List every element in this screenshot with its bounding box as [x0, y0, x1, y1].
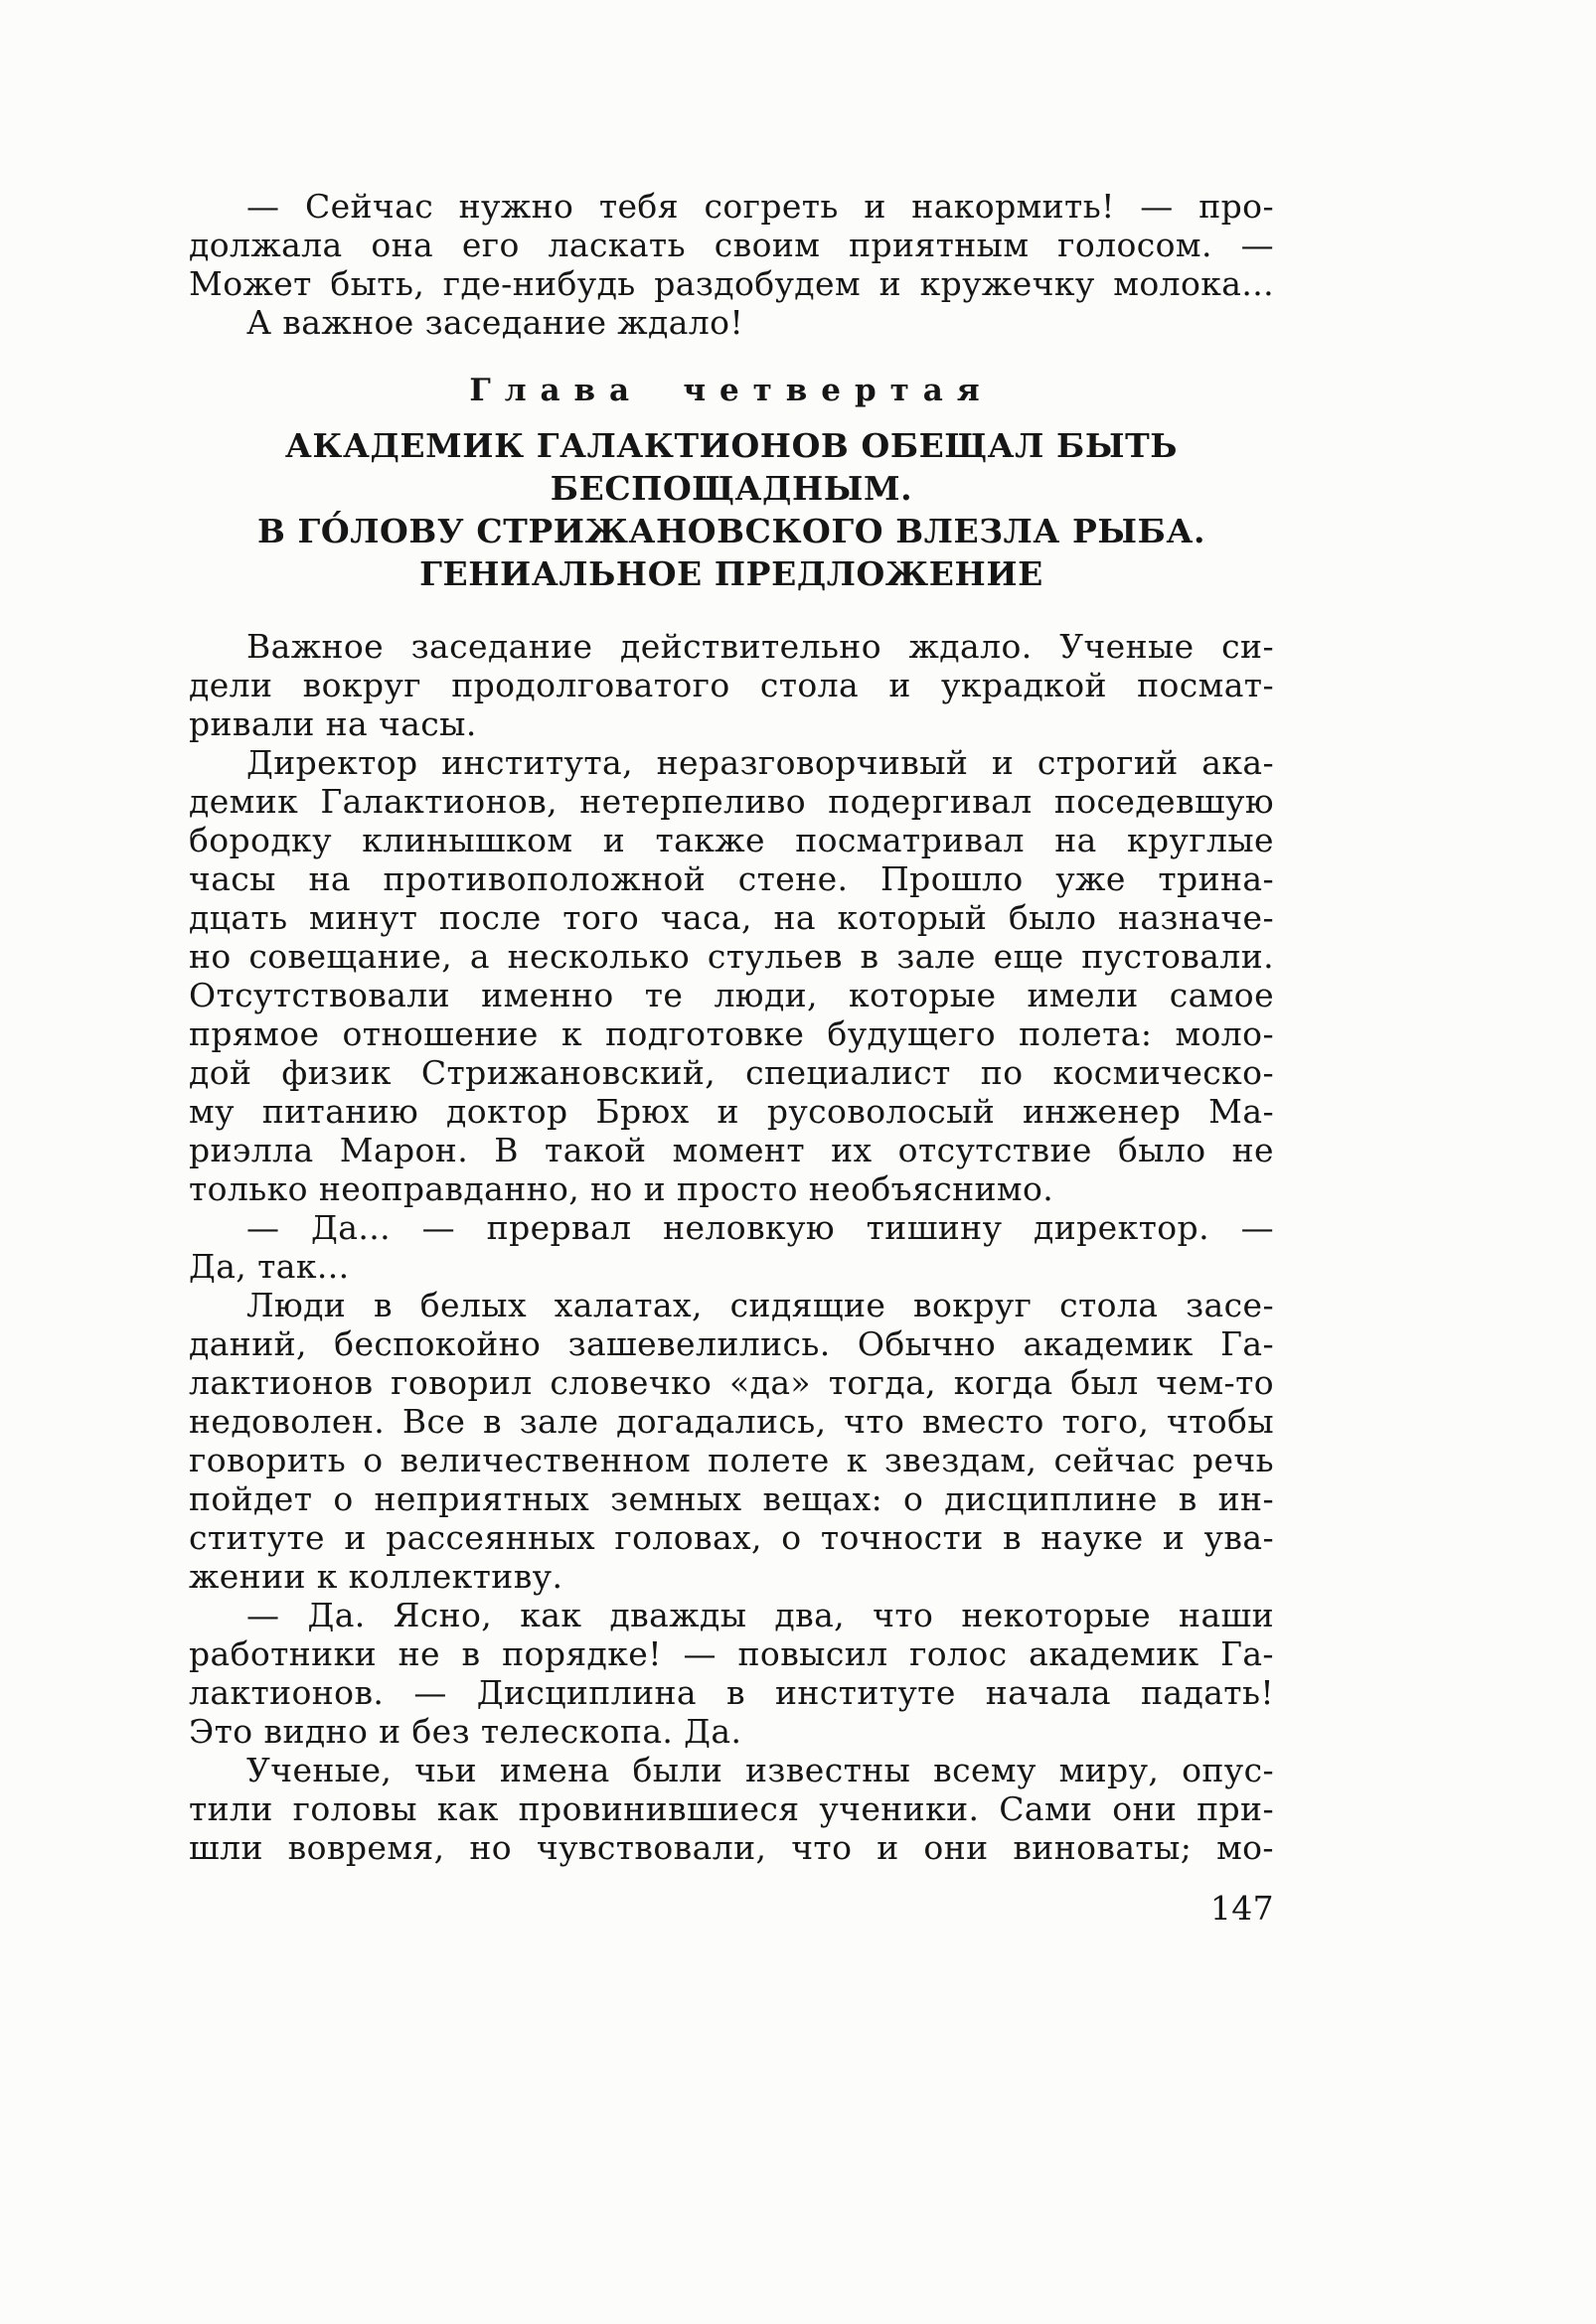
text-line: Может быть, где-нибудь раздобудем и кружечку молока...: [189, 264, 1274, 303]
text-line: прямое отношение к подготовке будущего полета: моло-: [189, 1014, 1274, 1053]
text-line: часы на противоположной стене. Прошло уже трина-: [189, 859, 1274, 898]
paragraph: [189, 743, 1274, 1208]
chapter-title-line: ГЕНИАЛЬНОЕ ПРЕДЛОЖЕНИЕ: [419, 554, 1043, 593]
text-line: но совещание, а несколько стульев в зале еще пустовали.: [189, 937, 1274, 976]
text-line: тили головы как провинившиеся ученики. Сами они при-: [189, 1789, 1274, 1828]
text-line: говорить о величественном полете к звездам, сейчас речь: [189, 1441, 1274, 1479]
chapter-title-line: АКАДЕМИК ГАЛАКТИОНОВ ОБЕЩАЛ БЫТЬ: [284, 426, 1179, 465]
text-line: Да, так...: [189, 1247, 350, 1286]
chapter-title-line: В ГО́ЛОВУ СТРИЖАНОВСКОГО ВЛЕЗЛА РЫБА.: [256, 512, 1206, 550]
chapter-label: Глава четвертая: [469, 373, 994, 408]
text-line: пойдет о неприятных земных вещах: о дисциплине в ин-: [189, 1479, 1274, 1518]
text-line: му питанию доктор Брюх и русоволосый инженер Ма-: [189, 1092, 1274, 1131]
paragraph: [189, 187, 1274, 303]
text-line: Директор института, неразговорчивый и строгий ака-: [246, 743, 1274, 782]
text-line: лактионов говорил словечко «да» тогда, когда был чем-то: [189, 1363, 1274, 1402]
paragraph: [189, 303, 1274, 342]
text-line: Это видно и без телескопа. Да.: [189, 1712, 742, 1751]
text-line: ривали на часы.: [189, 704, 477, 743]
text-line: А важное заседание ждало!: [246, 303, 744, 342]
text-line: Люди в белых халатах, сидящие вокруг стола засе-: [246, 1286, 1274, 1324]
text-line: дцать минут после того часа, на который было назначе-: [189, 898, 1274, 937]
text-line: дели вокруг продолговатого стола и украдкой посмат-: [189, 666, 1274, 704]
text-line: только неоправданно, но и просто необъяснимо.: [189, 1169, 1054, 1208]
text-line: демик Галактионов, нетерпеливо подергивал поседевшую: [189, 782, 1274, 821]
text-line: даний, беспокойно зашевелились. Обычно академик Га-: [189, 1324, 1274, 1363]
text-line: — Да... — прервал неловкую тишину директор. —: [246, 1208, 1274, 1247]
text-line: недоволен. Все в зале догадались, что вместо того, чтобы: [189, 1402, 1274, 1441]
text-line: Отсутствовали именно те люди, которые имели самое: [189, 976, 1274, 1014]
intro-section: [189, 187, 1274, 342]
text-line: — Да. Ясно, как дважды два, что некоторые наши: [246, 1596, 1274, 1634]
text-line: — Сейчас нужно тебя согреть и накормить! — про-: [246, 187, 1274, 226]
text-line: дой физик Стрижановский, специалист по космическо-: [189, 1053, 1274, 1092]
text-line: лактионов. — Дисциплина в институте начала падать!: [189, 1673, 1274, 1712]
body-section: [189, 627, 1274, 1867]
text-line: должала она его ласкать своим приятным голосом. —: [189, 226, 1274, 264]
text-line: жении к коллективу.: [189, 1557, 563, 1596]
page-number: 147: [1209, 1889, 1274, 1928]
paragraph: [189, 1208, 1274, 1286]
text-line: бородку клинышком и также посматривал на круглые: [189, 821, 1274, 859]
paragraph: [189, 627, 1274, 743]
chapter-title: [189, 424, 1274, 595]
text-line: Ученые, чьи имена были известны всему миру, опус-: [246, 1751, 1274, 1789]
paragraph: [189, 1751, 1274, 1867]
chapter-title-line: БЕСПОЩАДНЫМ.: [550, 469, 913, 508]
paragraph: [189, 1286, 1274, 1596]
text-line: ституте и рассеянных головах, о точности в науке и ува-: [189, 1518, 1274, 1557]
text-line: риэлла Марон. В такой момент их отсутствие было не: [189, 1131, 1274, 1169]
text-line: шли вовремя, но чувствовали, что и они виноваты; мо-: [189, 1828, 1274, 1867]
chapter-heading: [189, 372, 1274, 595]
text-column: [189, 187, 1274, 1928]
paragraph: [189, 1596, 1274, 1751]
text-line: Важное заседание действительно ждало. Ученые си-: [246, 627, 1274, 666]
text-line: работники не в порядке! — повысил голос академик Га-: [189, 1634, 1274, 1673]
